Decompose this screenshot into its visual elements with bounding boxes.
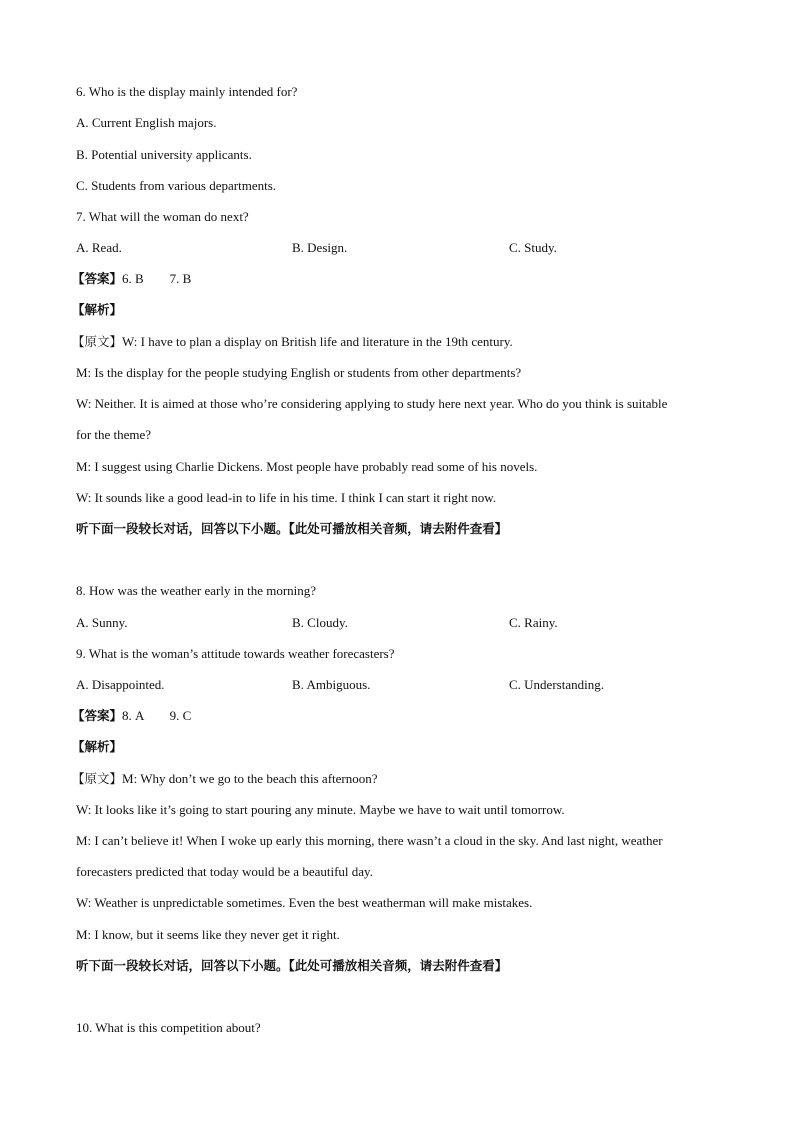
transcript-line: W: It looks like it’s going to start pouring any minute. Maybe we have to wait until tomorrow. xyxy=(76,802,565,817)
answer-text: 8. A 9. C xyxy=(122,708,192,723)
q8-option-c: C. Rainy. xyxy=(509,615,558,630)
question-9: 9. What is the woman’s attitude towards weather forecasters? xyxy=(76,646,395,661)
q9-option-a: A. Disappointed. xyxy=(76,677,165,692)
original-label: 【原文】 xyxy=(72,771,123,786)
q8-option-a: A. Sunny. xyxy=(76,615,128,630)
analysis-label: 【解析】 xyxy=(72,302,123,317)
audio-note: 【此处可播放相关音频，请去附件查看】 xyxy=(288,521,508,536)
transcript-line xyxy=(72,770,378,788)
q6-option-a: A. Current English majors. xyxy=(76,115,217,130)
question-6: 6. Who is the display mainly intended for? xyxy=(76,84,298,99)
answer-line-1 xyxy=(72,270,191,288)
q6-option-b: B. Potential university applicants. xyxy=(76,147,252,162)
q7-option-c: C. Study. xyxy=(509,240,557,255)
instruction-text: 听下面一段较长对话，回答以下小题。 xyxy=(76,958,289,973)
transcript-line: M: I know, but it seems like they never get it right. xyxy=(76,927,340,942)
transcript-line: W: Neither. It is aimed at those who’re considering applying to study here next year. Who do you think is suitable xyxy=(76,396,668,411)
listening-instruction xyxy=(76,957,507,975)
answer-label: 【答案】 xyxy=(72,271,123,286)
transcript-text: W: I have to plan a display on British life and literature in the 19th century. xyxy=(122,334,513,349)
instruction-text: 听下面一段较长对话，回答以下小题。 xyxy=(76,521,289,536)
original-label: 【原文】 xyxy=(72,334,123,349)
transcript-line: for the theme? xyxy=(76,427,152,442)
transcript-line: M: Is the display for the people studying English or students from other departments? xyxy=(76,365,522,380)
question-8: 8. How was the weather early in the morning? xyxy=(76,583,317,598)
transcript-line: W: It sounds like a good lead-in to life in his time. I think I can start it right now. xyxy=(76,490,497,505)
question-7: 7. What will the woman do next? xyxy=(76,209,249,224)
transcript-text: M: Why don’t we go to the beach this afternoon? xyxy=(122,771,378,786)
q8-option-b: B. Cloudy. xyxy=(292,615,348,630)
listening-instruction xyxy=(76,520,507,538)
transcript-line: forecasters predicted that today would be a beautiful day. xyxy=(76,864,373,879)
transcript-line: M: I suggest using Charlie Dickens. Most people have probably read some of his novels. xyxy=(76,459,538,474)
analysis-label: 【解析】 xyxy=(72,739,123,754)
question-10: 10. What is this competition about? xyxy=(76,1020,261,1035)
transcript-line xyxy=(72,333,513,351)
transcript-line: W: Weather is unpredictable sometimes. Even the best weatherman will make mistakes. xyxy=(76,895,533,910)
transcript-line: M: I can’t believe it! When I woke up early this morning, there wasn’t a cloud in the sky. And last night, weather xyxy=(76,833,663,848)
answer-line-2 xyxy=(72,707,191,725)
q6-option-c: C. Students from various departments. xyxy=(76,178,277,193)
q7-option-a: A. Read. xyxy=(76,240,122,255)
answer-text: 6. B 7. B xyxy=(122,271,192,286)
q9-option-b: B. Ambiguous. xyxy=(292,677,371,692)
q7-option-b: B. Design. xyxy=(292,240,348,255)
q9-option-c: C. Understanding. xyxy=(509,677,604,692)
audio-note: 【此处可播放相关音频，请去附件查看】 xyxy=(288,958,508,973)
answer-label: 【答案】 xyxy=(72,708,123,723)
